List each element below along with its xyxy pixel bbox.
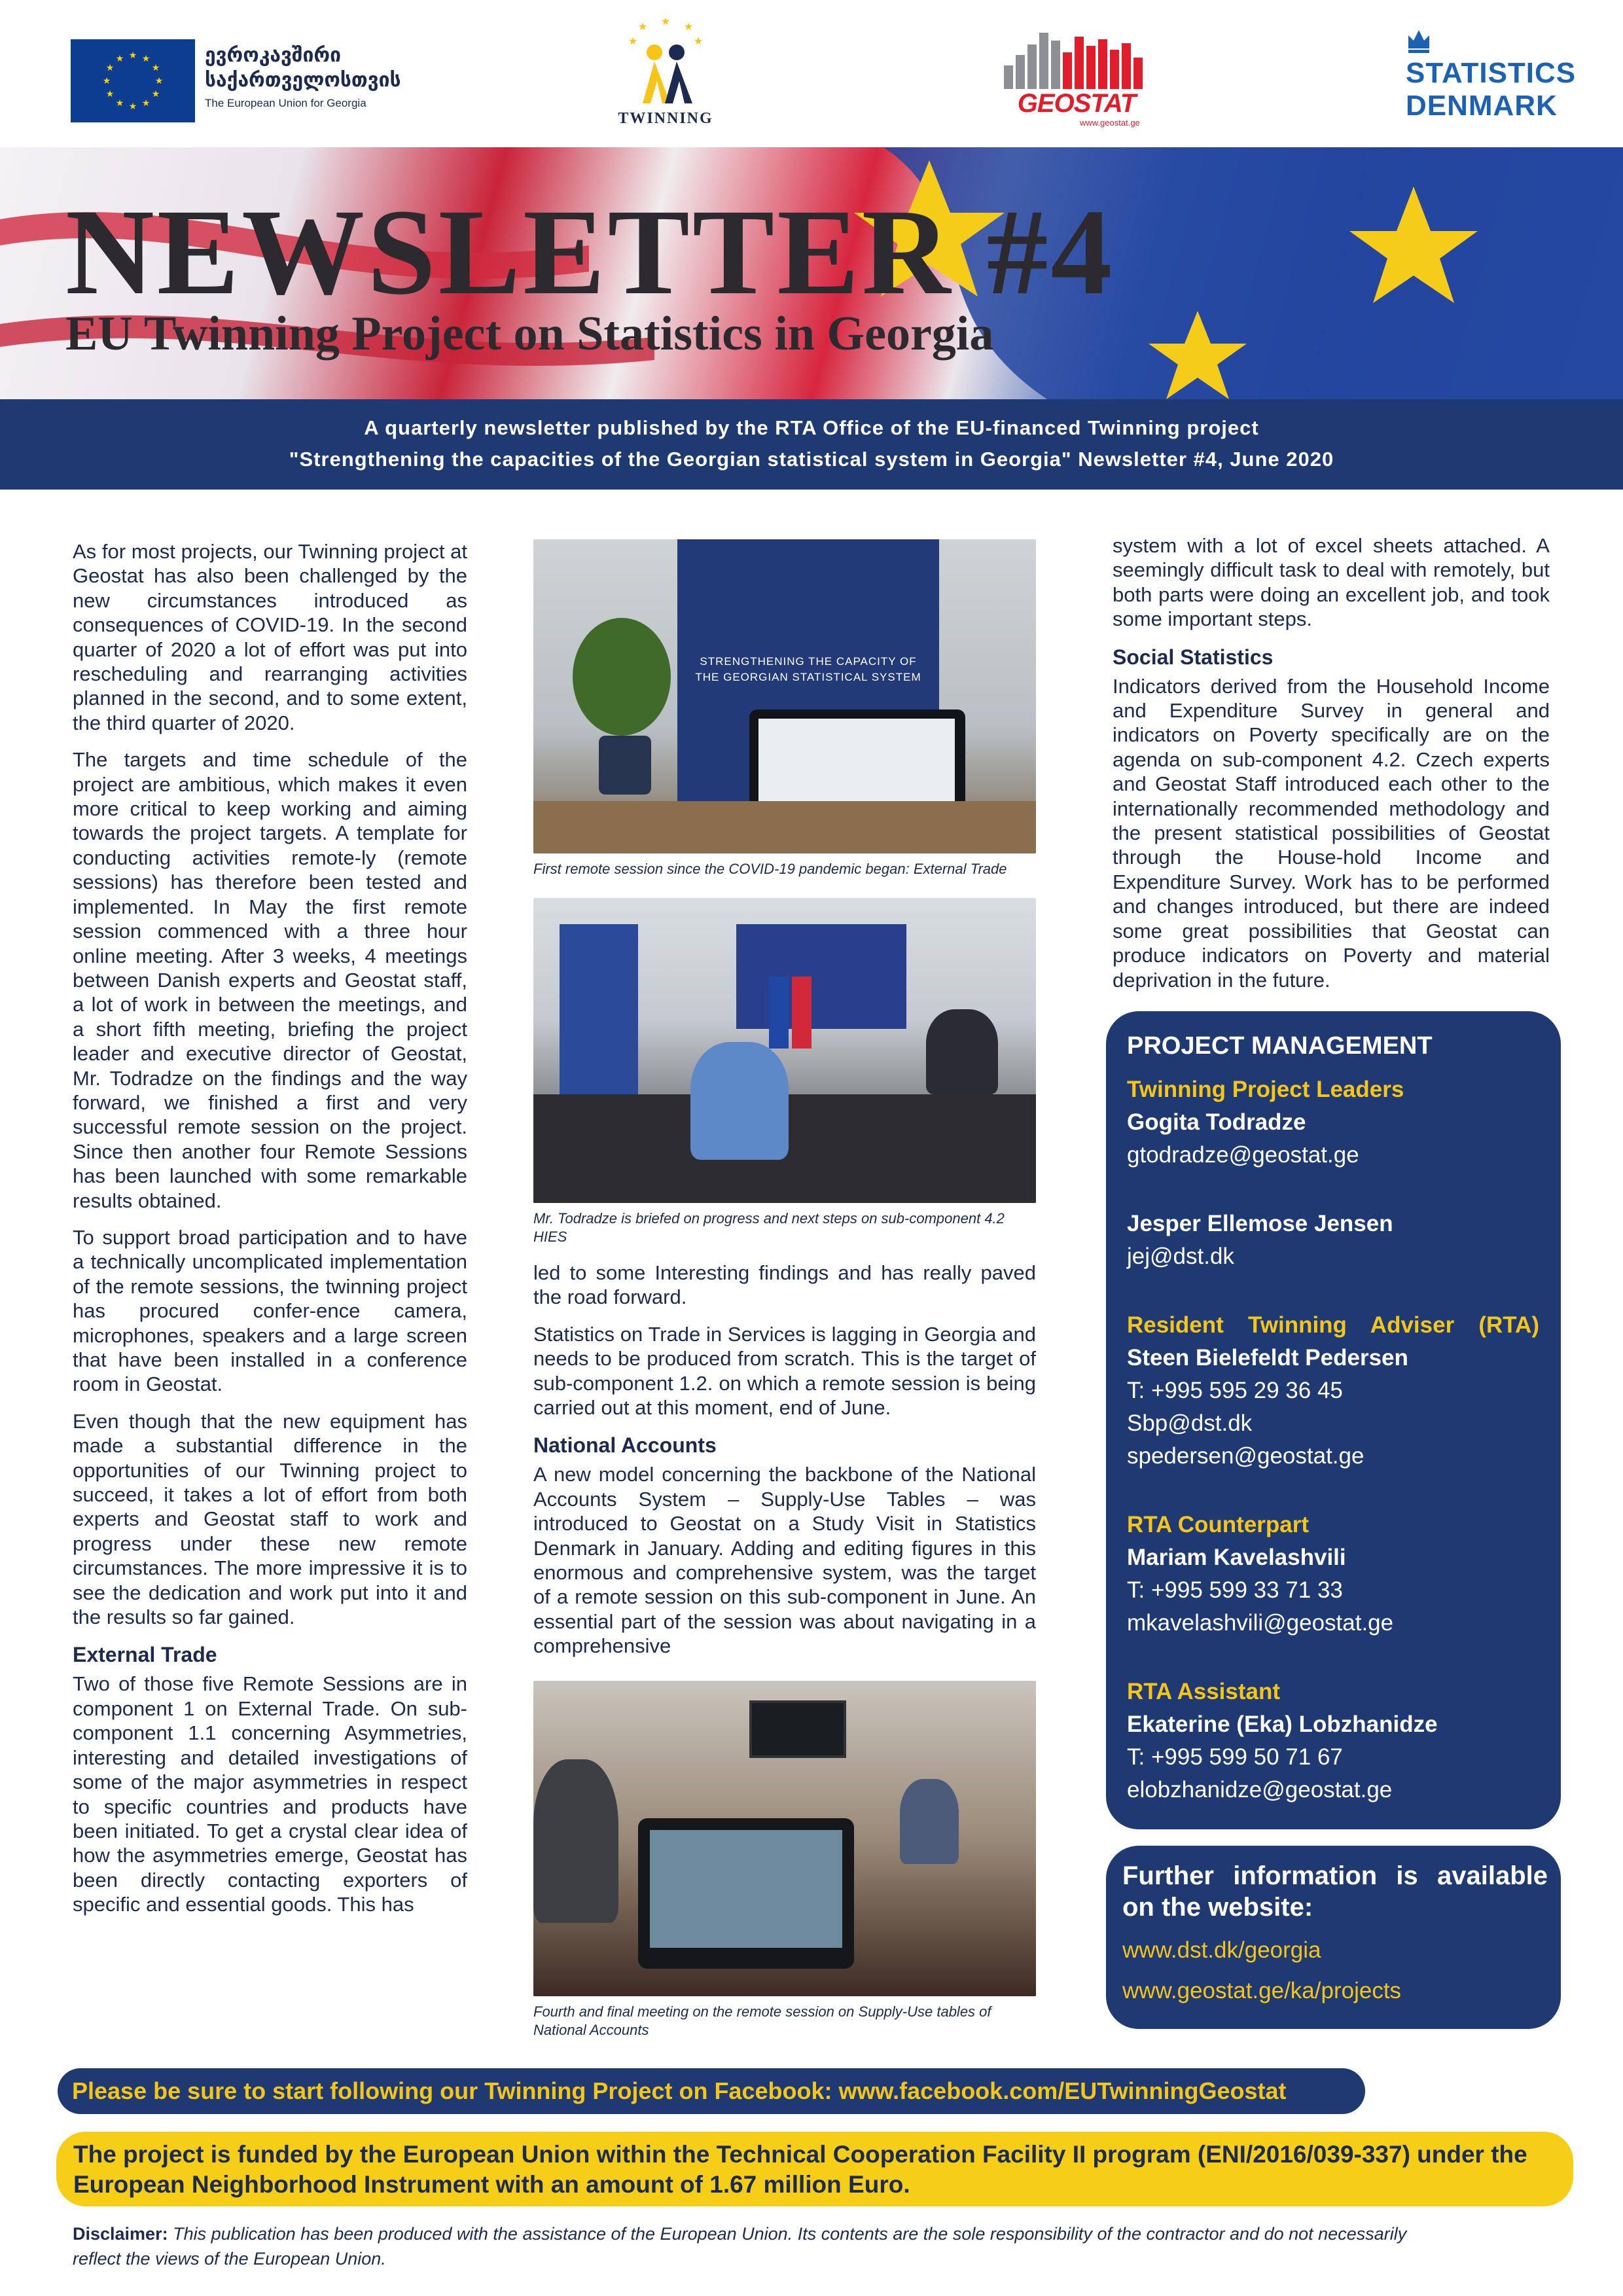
laptop-image	[638, 1818, 854, 1969]
photo-caption: Fourth and final meeting on the remote session on Supply-Use tables of National Accounts	[533, 2003, 991, 2038]
twinning-figures-icon	[597, 18, 734, 110]
svg-text:★: ★	[105, 89, 115, 99]
eu-flag-pole	[769, 977, 789, 1049]
eu-logo	[71, 39, 411, 124]
rta-name: Steen Bielefeldt Pedersen	[1127, 1345, 1408, 1371]
svg-text:★: ★	[683, 20, 694, 33]
svg-text:★: ★	[128, 50, 137, 61]
rta-email2-link[interactable]: spedersen@geostat.ge	[1127, 1443, 1364, 1469]
dst-website-link[interactable]: www.dst.dk/georgia	[1122, 1937, 1321, 1963]
newsletter-subtitle: EU Twinning Project on Statistics in Georgia	[65, 307, 994, 361]
counterpart-heading: RTA Counterpart	[1127, 1512, 1310, 1537]
svg-text:★: ★	[105, 63, 115, 73]
paragraph: To support broad participation and to have a technically uncomplicated implementation of the remote sessions, the twinning project has procured confer-ence camera, microphones, speakers and a large screen that have been installed in a conference room in Geostat.	[73, 1225, 467, 1396]
twinning-wordmark: TWINNING	[618, 110, 713, 127]
dst-wordmark-line2: DENMARK	[1406, 90, 1558, 122]
intro-strip	[0, 399, 1623, 490]
leader2-name: Jesper Ellemose Jensen	[1127, 1211, 1393, 1236]
laptop-screen	[650, 1830, 842, 1948]
rta-email1-link[interactable]: Sbp@dst.dk	[1127, 1410, 1253, 1436]
paragraph: Indicators derived from the Household Income and Expenditure Survey in general and indicators on Poverty specifically are on the agenda on sub-component 4.2. Czech experts and Geostat Staff introduced each other to the internationally recommended methodology and the present statistical possibilities of Geostat through the House-hold Income and Expenditure Survey. Work has to be performed and changes introduced, but there are indeed some great possibilities that Geostat can produce indicators on Poverty and material deprivation in the future.	[1113, 674, 1550, 992]
photo-remote-session-external-trade	[533, 539, 1036, 853]
paragraph: The targets and time schedule of the project are ambitious, which makes it even more critical to keep working and aiming towards the project targets. A template for conducting activities remote-ly (remote sessions) has therefore been tested and implemented. In May the first remote session commenced with a three hour online meeting. After 3 weeks, 4 meetings between Danish experts and Geostat staff, a lot of work in between the meetings, and a short fifth meeting, briefing the project leader and executive director of Geostat, Mr. Todradze on the findings and the way forward, we finished a first and very successful remote session on the project. Since then another four Remote Sessions has been launched with some remarkable results obtained.	[73, 748, 467, 1212]
svg-text:★: ★	[102, 76, 111, 86]
counterpart-email-link[interactable]: mkavelashvili@geostat.ge	[1127, 1610, 1394, 1636]
photo-todradze-briefing	[533, 898, 1036, 1203]
leaders-heading: Twinning Project Leaders	[1127, 1077, 1404, 1102]
geostat-logo	[1001, 26, 1152, 131]
section-heading-social-statistics: Social Statistics	[1113, 645, 1274, 669]
disclaimer	[73, 2221, 1421, 2271]
wall-screen	[749, 1700, 846, 1758]
paragraph: Statistics on Trade in Services is lagging in Georgia and needs to be produced from scratch. This is the target of sub-component 1.2. on which a remote session is being carried out at this moment, end of June.	[533, 1322, 1036, 1420]
paragraph: Even though that the new equipment has made a substantial difference in the opportunities of our Twinning project to succeed, it takes a lot of effort from both experts and Geostat staff to work and progress under these new remote circumstances. The more impressive it is to see the dedication and work put into it and the results so far gained.	[73, 1409, 467, 1629]
svg-text:★: ★	[628, 35, 638, 47]
left-column	[73, 539, 467, 1929]
table-surface	[533, 801, 1036, 853]
paragraph: led to some Interesting findings and has really paved the road forward.	[533, 1261, 1036, 1309]
assistant-name: Ekaterine (Eka) Lobzhanidze	[1127, 1712, 1438, 1737]
rta-phone: T: +995 595 29 36 45	[1127, 1378, 1343, 1403]
eu-georgian-line1: ევროკავშირი	[205, 45, 341, 66]
blue-banner-center	[736, 924, 906, 1029]
georgia-flag-pole	[792, 977, 812, 1049]
geostat-wordmark: GEOSTAT	[1017, 89, 1136, 118]
facebook-link[interactable]: Please be sure to start following our Twinning Project on Facebook: www.facebook.com/EUTwinningGeostat	[72, 2077, 1287, 2104]
further-information-box	[1106, 1846, 1561, 2029]
eu-georgian-line2: საქართველოსთვის	[205, 69, 401, 91]
roll-up-banner-text: STRENGTHENING THE CAPACITY OF THE GEORGIAN STATISTICAL SYSTEM	[695, 655, 921, 683]
project-management-title: PROJECT MANAGEMENT	[1127, 1032, 1433, 1060]
intro-line1: A quarterly newsletter published by the RTA Office of the EU-financed Twinning project	[364, 416, 1259, 439]
middle-column	[533, 1261, 1036, 1671]
twinning-logo	[597, 18, 734, 130]
photo-caption: Mr. Todradze is briefed on progress and next steps on sub-component 4.2 HIES	[533, 1210, 1005, 1245]
section-heading-external-trade: External Trade	[73, 1643, 217, 1667]
assistant-phone: T: +995 599 50 71 67	[1127, 1744, 1343, 1770]
rta-heading: Resident Twinning Adviser (RTA)	[1127, 1312, 1539, 1338]
photo-caption: First remote session since the COVID-19 pandemic began: External Trade	[533, 861, 1007, 877]
paragraph: Two of those five Remote Sessions are in component 1 on External Trade. On sub-component 1.1 concerning Asymmetries, interesting and detailed investigations of some of the major asymmetries in respect to specific countries and products have been initiated. To get a crystal clear idea of how the asymmetries emerge, Geostat has been directly contacting exporters of specific and essential goods. This has	[73, 1672, 467, 1916]
svg-text:★: ★	[693, 35, 704, 47]
geostat-website-link[interactable]: www.geostat.ge/ka/projects	[1122, 1978, 1402, 2003]
project-management-box	[1106, 1011, 1561, 1829]
plant-image	[573, 618, 671, 736]
dst-wordmark-line1: STATISTICS	[1406, 57, 1577, 89]
svg-text:★: ★	[151, 63, 160, 73]
newsletter-title: NEWSLETTER #4	[65, 183, 1115, 320]
counterpart-phone: T: +995 599 33 71 33	[1127, 1577, 1343, 1603]
svg-text:★: ★	[141, 98, 151, 109]
disclaimer-text: This publication has been produced with the assistance of the European Union. Its contents are the sole responsibility of the contractor and do not necessarily reflect the views of the European Union.	[73, 2224, 1407, 2269]
intro-line2: "Strengthening the capacities of the Georgian statistical system in Georgia" Newsletter #4, June 2020	[289, 448, 1334, 471]
svg-text:★: ★	[637, 20, 648, 33]
leader2-email-link[interactable]: jej@dst.dk	[1127, 1244, 1234, 1269]
svg-text:★: ★	[154, 76, 164, 86]
counterpart-name: Mariam Kavelashvili	[1127, 1545, 1346, 1570]
disclaimer-label: Disclaimer:	[73, 2224, 168, 2244]
svg-text:★: ★	[115, 98, 124, 109]
person-dark-shirt	[926, 1009, 998, 1094]
geostat-bars-icon	[1001, 26, 1152, 92]
paragraph: system with a lot of excel sheets attached. A seemingly difficult task to deal with remotely, but both parts were doing an excellent job, and took some important steps.	[1113, 534, 1550, 631]
leader1-email-link[interactable]: gtodradze@geostat.ge	[1127, 1142, 1359, 1168]
svg-text:★: ★	[128, 101, 137, 112]
assistant-email-link[interactable]: elobzhanidze@geostat.ge	[1127, 1777, 1393, 1803]
assistant-heading: RTA Assistant	[1127, 1679, 1281, 1704]
leader1-name: Gogita Todradze	[1127, 1109, 1306, 1135]
person-right	[900, 1779, 959, 1864]
crown-icon	[1406, 25, 1432, 54]
eu-flag-icon	[71, 39, 195, 122]
eu-english-line: The European Union for Georgia	[205, 97, 366, 109]
person-blue-shirt	[690, 1042, 789, 1160]
person-left	[533, 1759, 618, 1923]
funding-bar	[56, 2132, 1573, 2206]
flower-pot	[599, 736, 651, 795]
section-heading-national-accounts: National Accounts	[533, 1433, 717, 1458]
svg-text:★: ★	[151, 89, 160, 99]
svg-text:★: ★	[115, 54, 124, 64]
funding-text: The project is funded by the European Union within the Technical Cooperation Facility II program (ENI/2016/039-337) under the European Neighborhood Instrument with an amount of 1.67 million Euro.	[73, 2141, 1527, 2198]
right-column	[1113, 533, 1550, 1005]
further-information-title: Further information is available on the website:	[1122, 1861, 1548, 1922]
photo-supply-use-meeting	[533, 1681, 1036, 1996]
svg-text:★: ★	[660, 18, 671, 27]
paragraph: A new model concerning the backbone of the National Accounts System – Supply-Use Tables – was introduced to Geostat on a Study Visit in Statistics Denmark in January. Adding and editing figures in this enormous and comprehensive system, was the target of a remote session on this sub-component in June. An essential part of the session was about navigating in a comprehensive	[533, 1463, 1036, 1658]
geostat-logo-url: www.geostat.ge	[1080, 118, 1140, 128]
paragraph: As for most projects, our Twinning project at Geostat has also been challenged by the new circumstances introduced as consequences of COVID-19. In the second quarter of 2020 a lot of effort was put into rescheduling and rearranging activities planned in the second, and to some extent, the third quarter of 2020.	[73, 540, 467, 734]
flag-banner	[0, 147, 1623, 399]
facebook-bar	[58, 2068, 1365, 2114]
blue-banner-left	[560, 924, 638, 1094]
svg-text:★: ★	[141, 54, 151, 64]
statistics-denmark-logo	[1406, 25, 1577, 123]
